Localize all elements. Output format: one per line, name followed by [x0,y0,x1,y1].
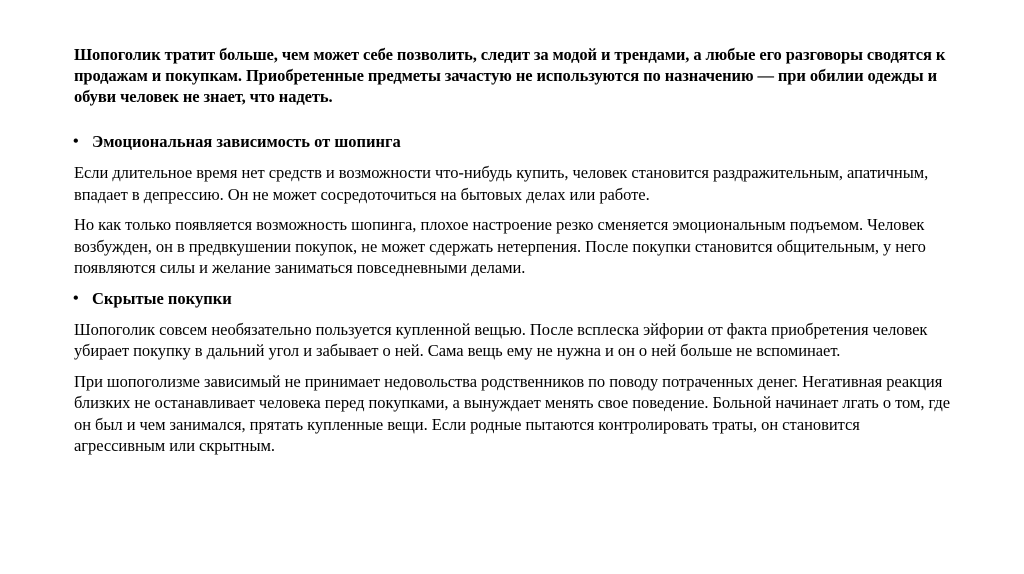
paragraph-group-emotional-dependence [70,162,950,279]
bullet-marker-icon: • [73,289,79,307]
bullet-heading-hidden-purchases: Скрытые покупки [92,288,232,308]
slide-content [70,44,950,461]
intro-paragraph: Шопоголик тратит больше, чем может себе позволить, следит за модой и трендами, а любые его разговоры сводятся к продажам и покупкам. Приобретенные предметы зачастую не используются по назначению — при обилии одежды и обуви человек не знает, что надеть. [74,45,946,106]
section-emotional-dependence [70,131,950,279]
bullet-marker-icon: • [73,133,79,150]
paragraph: Шопоголик совсем необязательно пользуется купленной вещью. После всплеска эйфории от факта приобретения человек убирает покупку в дальний угол и забывает о ней. Сама вещь ему не нужна и он о ней больше не вспоминает. [74,319,928,360]
bullet-item-hidden-purchases [70,288,950,309]
bullet-heading-emotional-dependence: Эмоциональная зависимость от шопинга [92,132,401,151]
section-hidden-purchases [70,288,950,457]
paragraph-group-hidden-purchases [70,319,950,457]
paragraph: При шопоголизме зависимый не принимает недовольства родственников по поводу потраченных денег. Негативная реакция близких не останавливает человека перед покупками, а вынуждает менять свое поведение. Больной начинает лгать о том, где он был и чем занимался, прятать купленные вещи. Если родные пытаются контролировать траты, он становится агрессивным или скрытным. [74,371,951,455]
paragraph: Но как только появляется возможность шопинга, плохое настроение резко сменяется эмоциональным подъемом. Человек возбужден, он в предвкушении покупок, не может сдержать нетерпения. После покупки становится общительным, у него появляются силы и желание заниматься повседневными делами. [74,215,926,277]
paragraph: Если длительное время нет средств и возможности что-нибудь купить, человек становится раздражительным, апатичным, впадает в депрессию. Он не может сосредоточиться на бытовых делах или работе. [74,163,929,204]
bullet-item-emotional-dependence [70,131,950,152]
